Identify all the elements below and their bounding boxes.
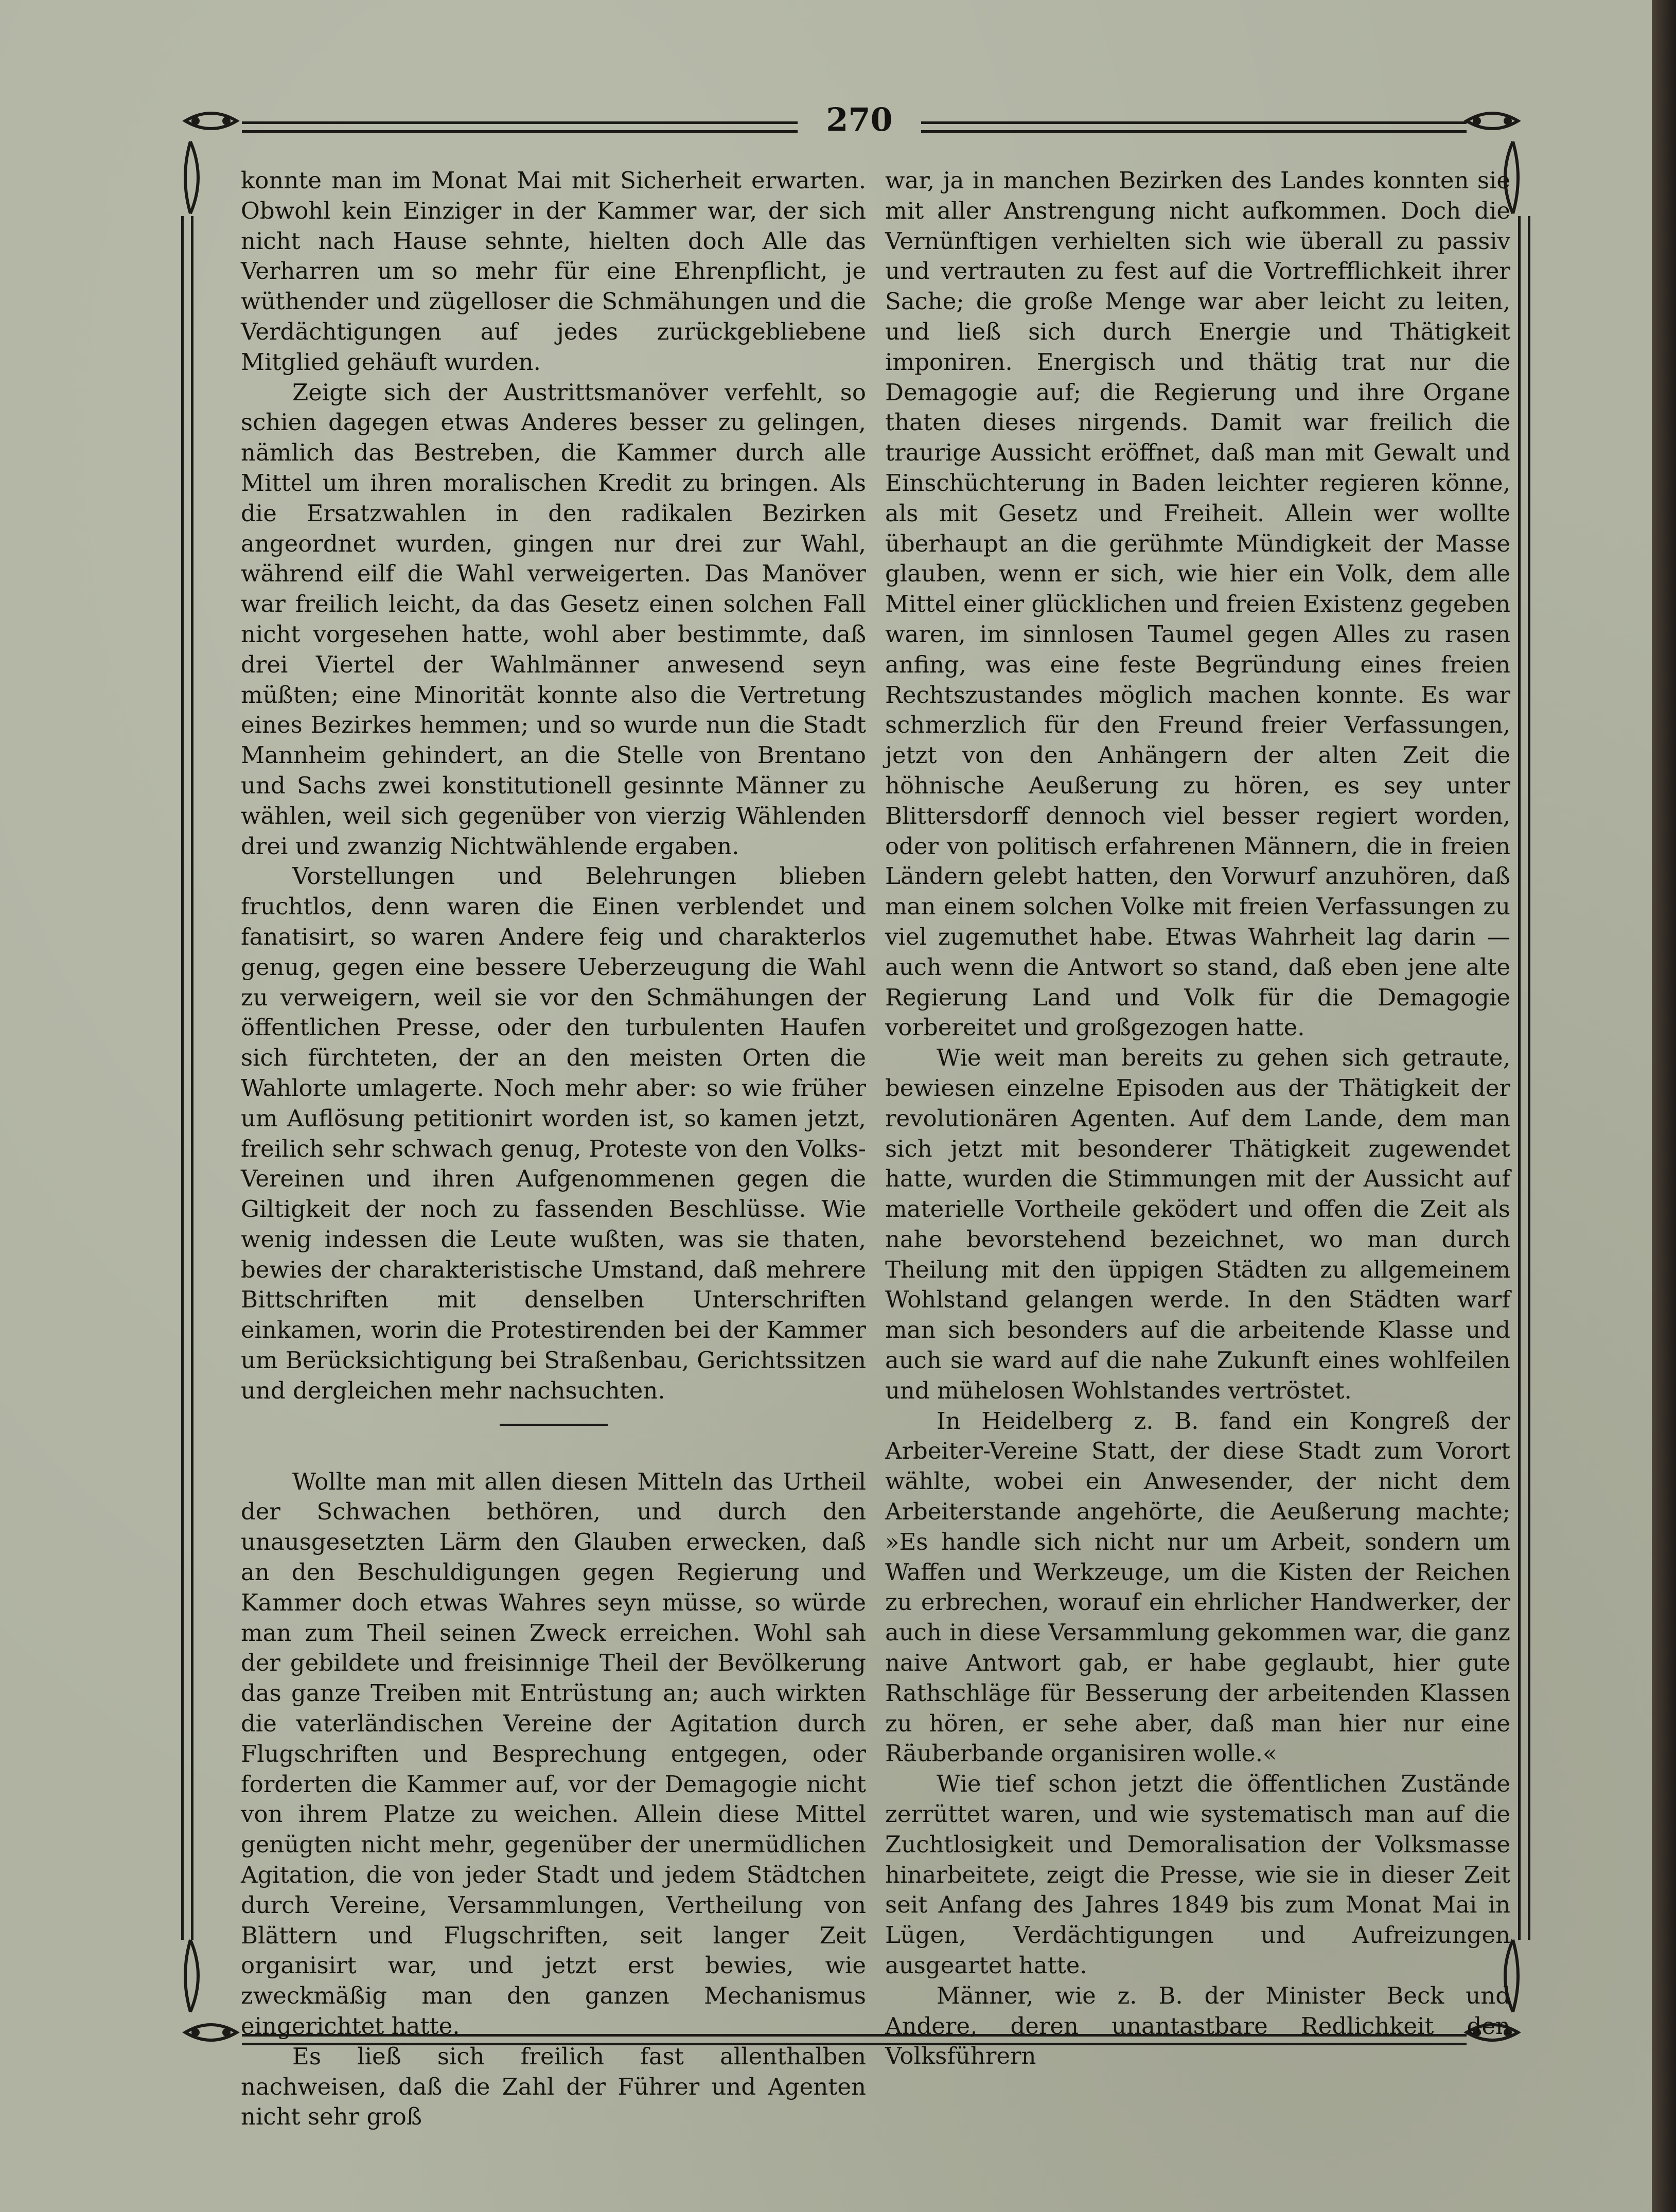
top-rule-left xyxy=(242,121,798,133)
right-border-rule xyxy=(1518,216,1530,1940)
left-paragraph-1: konnte man im Monat Mai mit Sicherheit erwarten. Obwohl kein Einziger in der Kammer war, der sich nicht nach Hause sehnte, hielten doch Alle das Verharren um so mehr für eine Ehrenpflicht, je wüthender und zügelloser die Schmähungen und die Verdächtigungen auf jedes zurückgebliebene Mitglied gehäuft wurden. xyxy=(241,167,866,376)
top-rule-right xyxy=(921,121,1467,133)
right-paragraph-2: Wie weit man bereits zu gehen sich getraute, bewiesen einzelne Episoden aus der Thätigkeit der revolutionären Agenten. Auf dem Lande, dem man sich jetzt mit besonderer Thätigkeit zugewendet hatte, wurden die Stimmungen mit der Aussicht auf materielle Vortheile geködert und offen die Zeit als nahe bevorstehend bezeichnet, wo man durch Theilung mit den üppigen Städten zu allgemeinem Wohlstand gelangen werde. In den Städten warf man sich besonders auf die arbeitende Klasse und auch sie ward auf die nahe Zukunft eines wohlfeilen und mühelosen Wohlstandes vertröstet. xyxy=(885,1044,1510,1404)
left-border-rule xyxy=(181,216,193,1940)
section-separator xyxy=(500,1424,608,1426)
left-paragraph-5: Es ließ sich freilich fast allenthalben nachweisen, daß die Zahl der Führer und Agenten nicht sehr groß xyxy=(241,2042,866,2131)
ornament-bottom-left-icon xyxy=(175,1935,247,2048)
right-paragraph-1: war, ja in manchen Bezirken des Landes konnten sie mit aller Anstrengung nicht aufkommen. Doch die Vernünftigen verhielten sich wie überall zu passiv und vertrauten zu fest auf die Vortrefflichkeit ihrer Sache; die große Menge war aber leicht zu leiten, und ließ sich durch Energie und Thätigkeit imponiren. Energisch und thätig trat nur die Demagogie auf; die Regierung und ihre Organe thaten dieses nirgends. Damit war freilich die traurige Aussicht eröffnet, daß man mit Gewalt und Einschüchterung in Baden leichter regieren könne, als mit Gesetz und Freiheit. Allein wer wollte überhaupt an die gerühmte Mündigkeit der Masse glauben, wenn er sich, wie hier ein Volk, dem alle Mittel einer glücklichen und freien Existenz gegeben waren, im sinnlosen Taumel gegen Alles zu rasen anfing, was eine feste Begründung eines freien Rechtszustandes möglich machen konnte. Es war schmerzlich für den Freund freier Verfassungen, jetzt von den Anhängern der alten Zeit die höhnische Aeußerung zu hören, es sey unter Blittersdorff dennoch viel besser regiert worden, oder von politisch erfahrenen Männern, die in freien Ländern gelebt hatten, den Vorwurf anzuhören, daß man einem solchen Volke mit freien Verfassungen zu viel zugemuthet habe. Etwas Wahrheit lag darin — auch wenn die Antwort so stand, daß eben jene alte Regierung Land und Volk für die Demagogie vorbereitet und großgezogen hatte. xyxy=(885,167,1510,1041)
left-paragraph-4: Wollte man mit allen diesen Mitteln das Urtheil der Schwachen bethören, und durch den unausgesetzten Lärm den Glauben erwecken, daß an den Beschuldigungen gegen Regierung und Kammer doch etwas Wahres seyn müsse, so würde man zum Theil seinen Zweck erreichen. Wohl sah der gebildete und freisinnige Theil der Bevölkerung das ganze Treiben mit Entrüstung an; auch wirkten die vaterländischen Vereine der Agitation durch Flugschriften und Besprechung entgegen, oder forderten die Kammer auf, vor der Demagogie nicht von ihrem Platze zu weichen. Allein diese Mittel genügten nicht mehr, gegenüber der unermüdlichen Agitation, die von jeder Stadt und jedem Städtchen durch Vereine, Versammlungen, Vertheilung von Blättern und Flugschriften, seit langer Zeit organisirt war, und jetzt erst bewies, wie zweckmäßig man den ganzen Mechanismus eingerichtet hatte. xyxy=(241,1467,866,2040)
right-paragraph-4: Wie tief schon jetzt die öffentlichen Zustände zerrüttet waren, und wie systematisch man auf die Zuchtlosigkeit und Demoralisation der Volksmasse hinarbeitete, zeigt die Presse, wie sie in dieser Zeit seit Anfang des Jahres 1849 bis zum Monat Mai in Lügen, Verdächtigungen und Aufreizungen ausgeartet hatte. xyxy=(885,1770,1510,1979)
book-spine-shadow xyxy=(1652,0,1676,2212)
right-column xyxy=(885,166,1510,2072)
left-paragraph-2: Zeigte sich der Austrittsmanöver verfehlt, so schien dagegen etwas Anderes besser zu gelingen, nämlich das Bestreben, die Kammer durch alle Mittel um ihren moralischen Kredit zu bringen. Als die Ersatzwahlen in den radikalen Bezirken angeordnet wurden, gingen nur drei zur Wahl, während eilf die Wahl verweigerten. Das Manöver war freilich leicht, da das Gesetz einen solchen Fall nicht vorgesehen hatte, wohl aber bestimmte, daß drei Viertel der Wahlmänner anwesend seyn müßten; eine Minorität konnte also die Vertretung eines Bezirkes hemmen; und so wurde nun die Stadt Mannheim gehindert, an die Stelle von Brentano und Sachs zwei konstitutionell gesinnte Männer zu wählen, weil sich gegenüber von vierzig Wählenden drei und zwanzig Nichtwählende ergaben. xyxy=(241,378,866,860)
ornament-top-left-icon xyxy=(175,105,247,219)
page-number: 270 xyxy=(826,101,893,138)
left-paragraph-3: Vorstellungen und Belehrungen blieben fruchtlos, denn waren die Einen verblendet und fanatisirt, so waren Andere feig und charakterlos genug, gegen eine bessere Ueberzeugung die Wahl zu verweigern, weil sie vor den Schmähungen der öffentlichen Presse, oder den turbulenten Haufen sich fürchteten, der an den meisten Orten die Wahlorte umlagerte. Noch mehr aber: so wie früher um Auflösung petitionirt worden ist, so kamen jetzt, freilich sehr schwach genug, Proteste von den Volks-Vereinen und ihren Aufgenommenen gegen die Giltigkeit der noch zu fassenden Beschlüsse. Wie wenig indessen die Leute wußten, was sie thaten, bewies der charakteristische Umstand, daß mehrere Bittschriften mit denselben Unterschriften einkamen, worin die Protestirenden bei der Kammer um Berücksichtigung bei Straßenbau, Gerichtssitzen und dergleichen mehr nachsuchten. xyxy=(241,862,866,1404)
right-paragraph-3: In Heidelberg z. B. fand ein Kongreß der Arbeiter-Vereine Statt, der diese Stadt zum Vorort wählte, wobei ein Anwesender, der nicht dem Arbeiterstande angehörte, die Aeußerung machte; »Es handle sich nicht nur um Arbeit, sondern um Waffen und Werkzeuge, um die Kisten der Reichen zu erbrechen, worauf ein ehrlicher Handwerker, der auch in diese Versammlung gekommen war, die ganz naive Antwort gab, er habe geglaubt, hier gute Rathschläge für Besserung der arbeitenden Klassen zu hören, er sehe aber, daß man hier nur eine Räuberbande organisiren wolle.« xyxy=(885,1407,1510,1767)
left-column xyxy=(241,166,866,2132)
right-paragraph-5: Männer, wie z. B. der Minister Beck und Andere, deren unantastbare Redlichkeit den Volksführern xyxy=(885,1981,1510,2070)
